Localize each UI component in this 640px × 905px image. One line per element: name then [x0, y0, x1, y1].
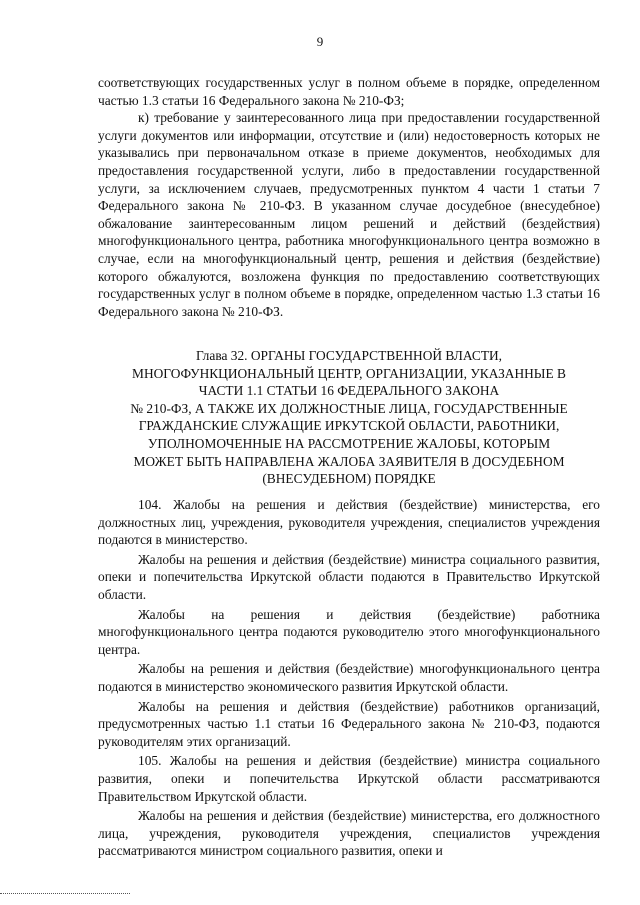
chapter-title — [98, 347, 600, 488]
footer-divider — [0, 893, 130, 894]
paragraph: Жалобы на решения и действия (бездействие) министерства, его должностного лица, учреждения, руководителя учреждения, специалистов учреждения рассматриваются министром социального развития, опеки и — [98, 808, 600, 859]
chapter-title-line: МНОГОФУНКЦИОНАЛЬНЫЙ ЦЕНТР, ОРГАНИЗАЦИИ, УКАЗАННЫЕ В — [132, 365, 566, 381]
paragraph: 104. Жалобы на решения и действия (бездействие) министерства, его должностных лиц, учреждения, руководителя учреждения, специалистов учреждения подаются в министерство. — [98, 497, 600, 548]
chapter-title-line: Глава 32. ОРГАНЫ ГОСУДАРСТВЕННОЙ ВЛАСТИ, — [195, 348, 503, 363]
body-text-block-2 — [98, 496, 600, 862]
paragraph: соответствующих государственных услуг в полном объеме в порядке, определенном частью 1.3 статьи 16 Федерального закона № 210-ФЗ; — [98, 75, 600, 108]
chapter-title-line: ЧАСТИ 1.1 СТАТЬИ 16 ФЕДЕРАЛЬНОГО ЗАКОНА — [198, 383, 500, 399]
paragraph: Жалобы на решения и действия (бездействие) министра социального развития, опеки и попечительства Иркутской области подаются в Правительство Иркутской области. — [98, 551, 600, 602]
chapter-title-line: УПОЛНОМОЧЕННЫЕ НА РАССМОТРЕНИЕ ЖАЛОБЫ, КОТОРЫМ — [147, 435, 551, 451]
body-text-block-1 — [98, 74, 600, 320]
paragraph: Жалобы на решения и действия (бездействие) работников организаций, предусмотренных частью 1.1 статьи 16 Федерального закона № 210-ФЗ, подаются руководителям этих организаций. — [98, 698, 600, 749]
chapter-title-line: МОЖЕТ БЫТЬ НАПРАВЛЕНА ЖАЛОБА ЗАЯВИТЕЛЯ В ДОСУДЕБНОМ — [133, 453, 565, 469]
chapter-title-line: № 210-ФЗ, А ТАКЖЕ ИХ ДОЛЖНОСТНЫЕ ЛИЦА, ГОСУДАРСТВЕННЫЕ — [130, 400, 568, 416]
chapter-title-line: (ВНЕСУДЕБНОМ) ПОРЯДКЕ — [262, 471, 436, 487]
paragraph: Жалобы на решения и действия (бездействие) многофункционального центра подаются в министерство экономического развития Иркутской области. — [98, 661, 600, 694]
paragraph: 105. Жалобы на решения и действия (бездействие) министра социального развития, опеки и попечительства Иркутской области рассматриваются Правительством Иркутской области. — [98, 753, 600, 804]
paragraph: Жалобы на решения и действия (бездействие) работника многофункционального центра подаются руководителю этого многофункционального центра. — [98, 606, 600, 657]
page-number: 9 — [316, 34, 324, 49]
chapter-title-line: ГРАЖДАНСКИЕ СЛУЖАЩИЕ ИРКУТСКОЙ ОБЛАСТИ, РАБОТНИКИ, — [138, 418, 560, 434]
paragraph: к) требование у заинтересованного лица при предоставлении государственной услуги документов или информации, отсутствие и (или) недостоверность которых не указывались при первоначальном отказе в приеме документов, необходимых для предоставления государственной услуги, либо в предоставлении государственной услуги, за исключением случаев, предусмотренных пунктом 4 части 1 статьи 7 Федерального закона № 210-ФЗ. В указанном случае досудебное (внесудебное) обжалование заинтересованным лицом решений и действий (бездействия) многофункционального центра, работника многофункционального центра возможно в случае, если на многофункциональный центр, решения и действия (бездействие) которого обжалуются, возложена функция по предоставлению соответствующих государственных услуг в полном объеме в порядке, определенном частью 1.3 статьи 16 Федерального закона № 210-ФЗ. — [98, 110, 600, 319]
